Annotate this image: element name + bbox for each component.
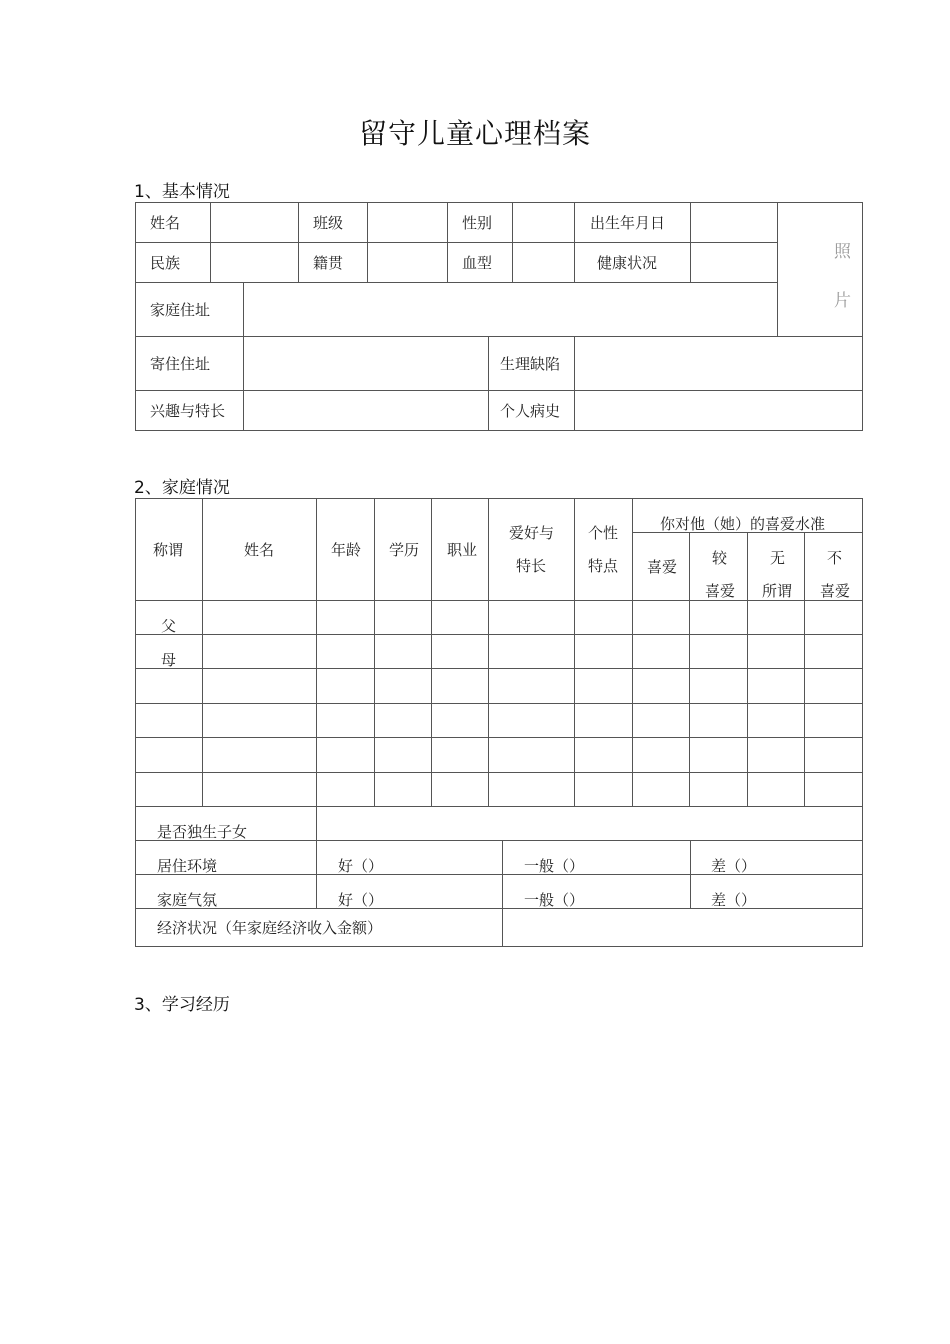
- label-lodging-address: 寄住住址: [150, 355, 211, 373]
- label-family-atmosphere: 家庭气氛: [157, 891, 218, 909]
- page-title: 留守儿童心理档案: [358, 117, 591, 150]
- label-blood-type: 血型: [462, 254, 493, 272]
- header-fondness-level: 你对他（她）的喜爱水准: [660, 515, 826, 533]
- label-home-address: 家庭住址: [150, 301, 211, 319]
- header-fairly-like-line1: 较: [712, 549, 728, 567]
- header-indifferent-line2: 所谓: [762, 582, 793, 600]
- label-medical-history: 个人病史: [500, 402, 561, 420]
- option-atmosphere-poor: 差（）: [711, 891, 757, 909]
- option-living-poor: 差（）: [711, 857, 757, 875]
- header-hobby-line2: 特长: [516, 557, 547, 575]
- header-dislike-line2: 喜爱: [820, 582, 851, 600]
- label-only-child: 是否独生子女: [157, 823, 248, 841]
- label-economic-status: 经济状况（年家庭经济收入金额）: [157, 919, 383, 937]
- option-living-average: 一般（）: [524, 857, 585, 875]
- label-physical-defect: 生理缺陷: [500, 355, 561, 373]
- header-age: 年龄: [331, 541, 362, 559]
- option-living-good: 好（）: [338, 857, 384, 875]
- label-ethnicity: 民族: [150, 254, 181, 272]
- header-personality-line1: 个性: [588, 524, 619, 542]
- photo-label-1: 照: [834, 242, 851, 262]
- row-father: 父: [161, 617, 177, 635]
- header-fairly-like-line2: 喜爱: [705, 582, 736, 600]
- label-health: 健康状况: [597, 254, 658, 272]
- header-name: 姓名: [244, 541, 275, 559]
- label-hometown: 籍贯: [313, 254, 344, 272]
- header-indifferent-line1: 无: [770, 549, 786, 567]
- header-like: 喜爱: [647, 558, 678, 576]
- header-title: 称谓: [153, 541, 184, 559]
- row-mother: 母: [161, 651, 177, 669]
- header-personality-line2: 特点: [588, 557, 619, 575]
- label-name: 姓名: [150, 214, 181, 232]
- label-class: 班级: [313, 214, 344, 232]
- option-atmosphere-good: 好（）: [338, 891, 384, 909]
- header-education: 学历: [389, 541, 420, 559]
- label-gender: 性别: [462, 214, 493, 232]
- header-hobby-line1: 爱好与: [509, 524, 555, 542]
- section-study-heading: 3、学习经历: [134, 995, 230, 1015]
- label-interests: 兴趣与特长: [150, 402, 226, 420]
- section-family-heading: 2、家庭情况: [134, 478, 230, 498]
- header-dislike-line1: 不: [827, 549, 843, 567]
- section-basic-heading: 1、基本情况: [134, 182, 230, 202]
- header-job: 职业: [447, 541, 478, 559]
- label-birth: 出生年月日: [590, 214, 666, 232]
- photo-label-2: 片: [834, 291, 851, 311]
- label-living-environment: 居住环境: [157, 857, 218, 875]
- option-atmosphere-average: 一般（）: [524, 891, 585, 909]
